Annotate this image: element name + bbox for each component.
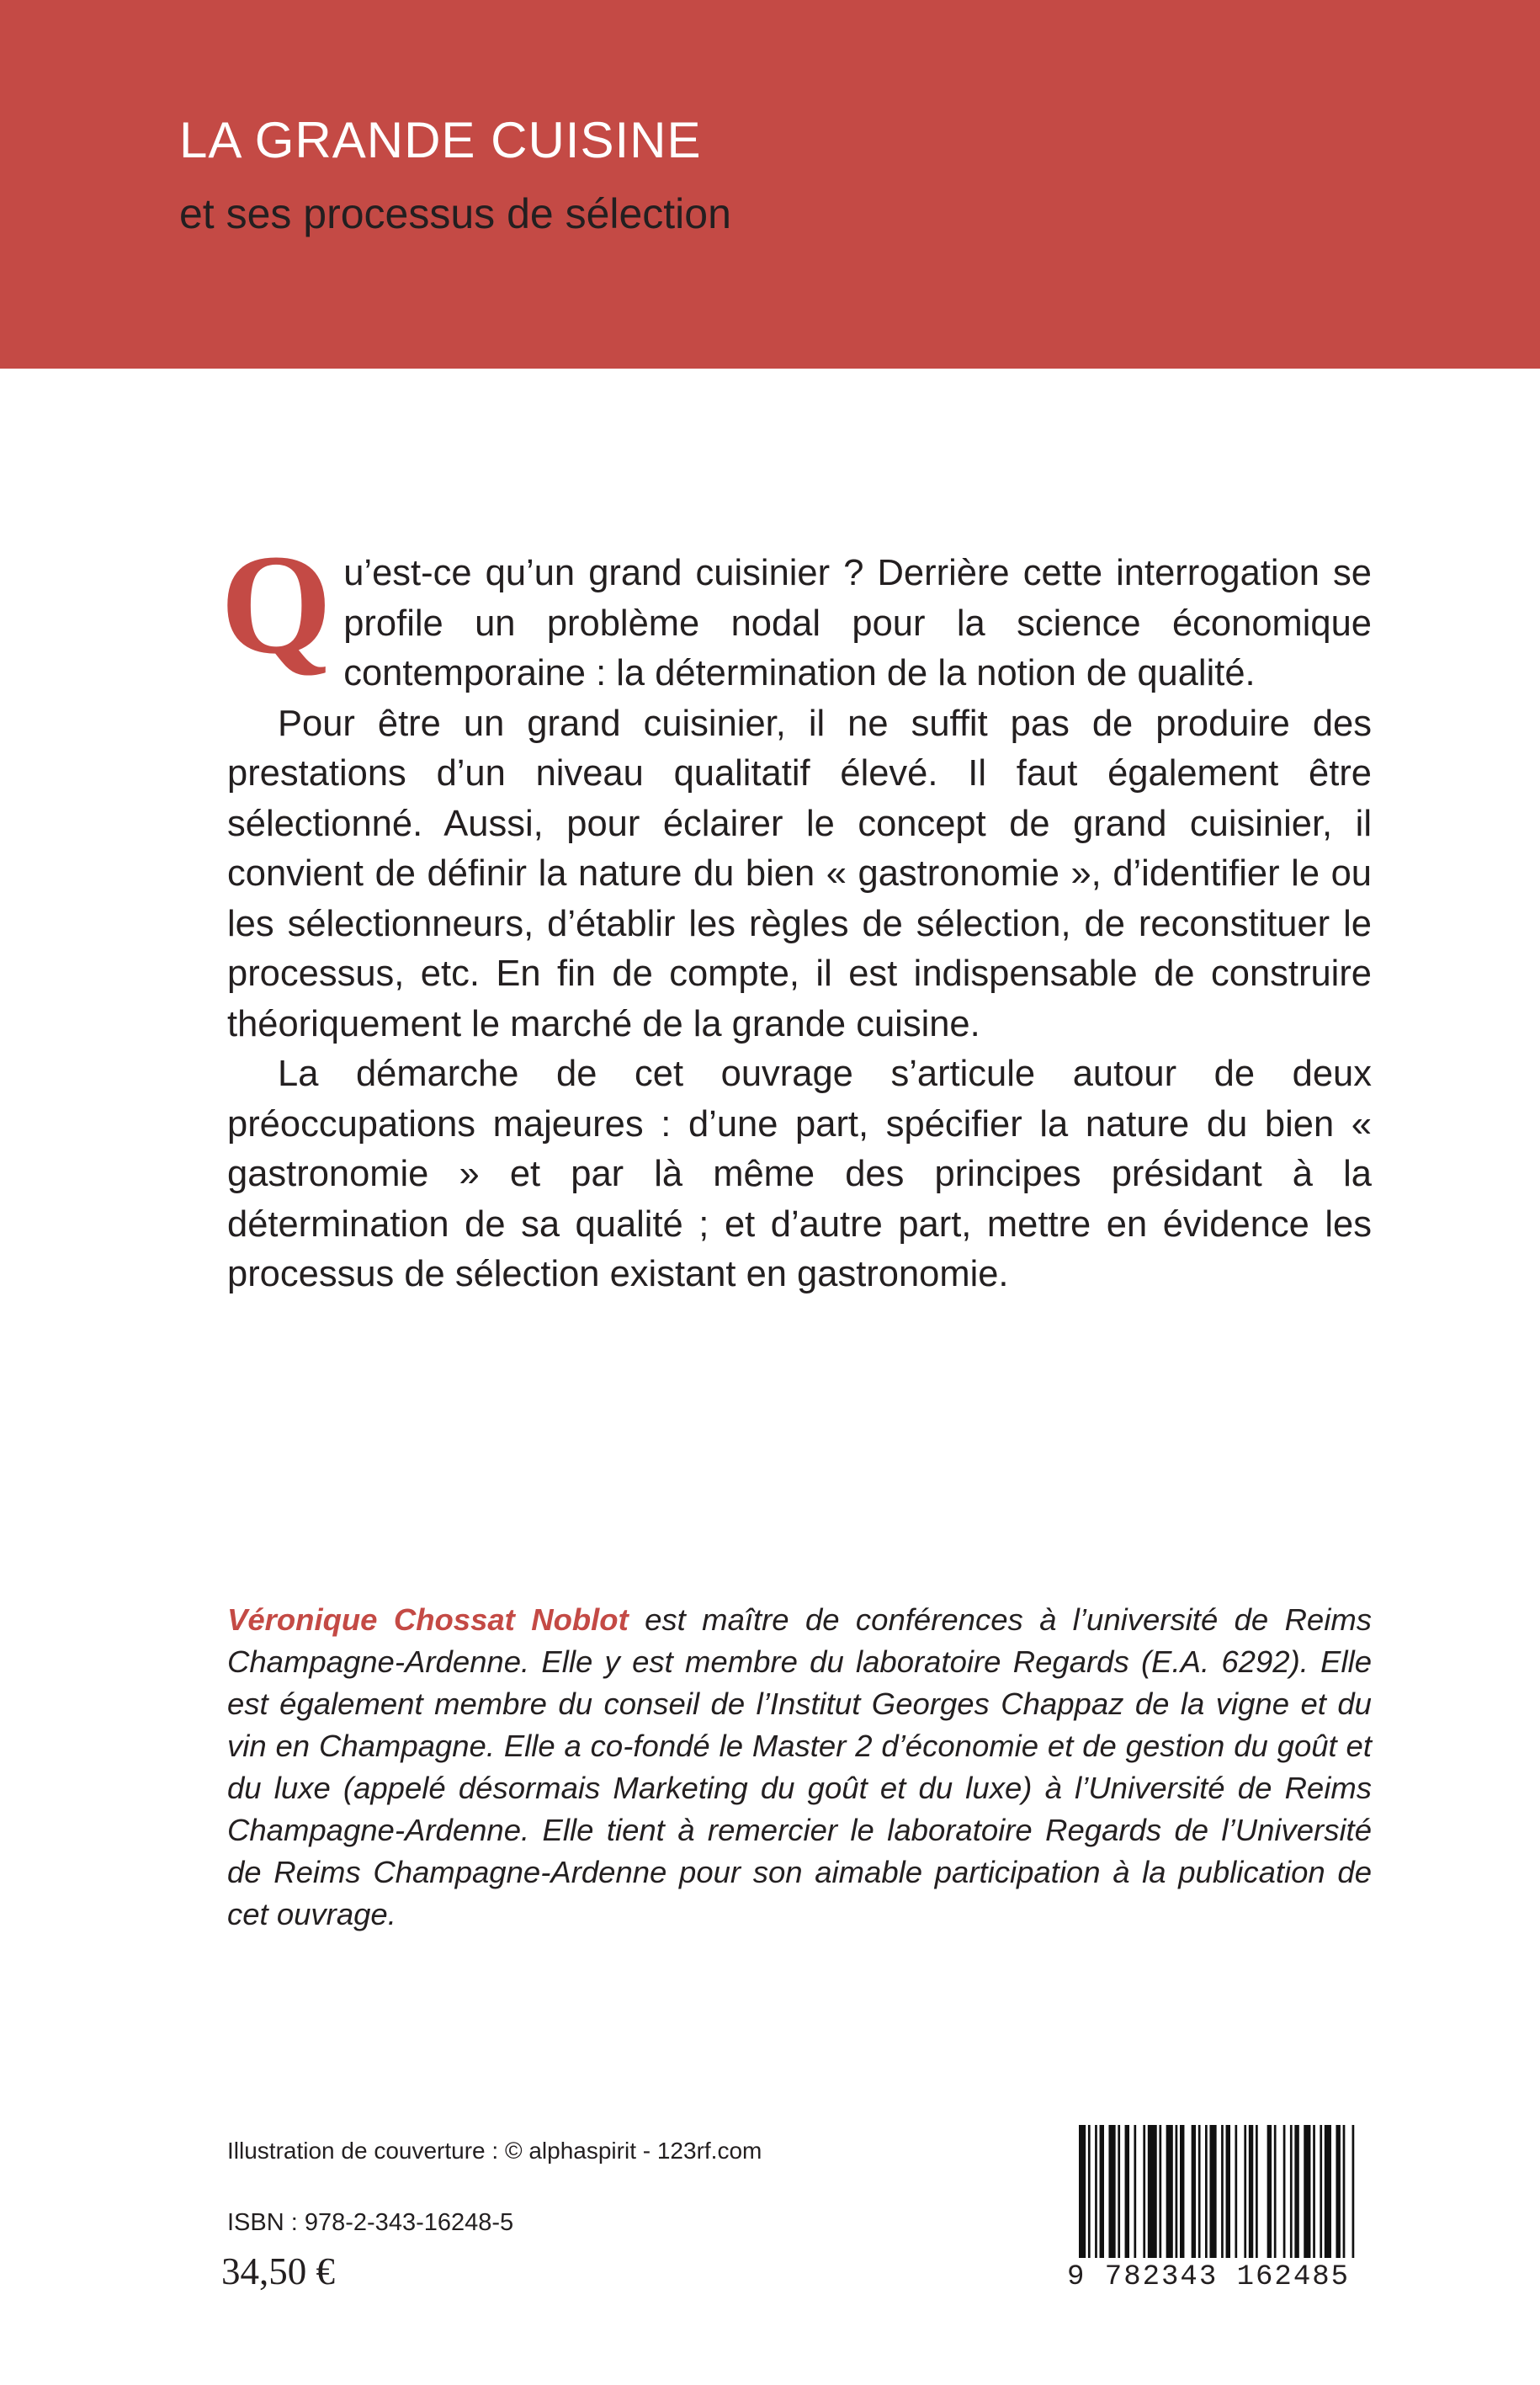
barcode — [1067, 2125, 1370, 2293]
barcode-bar — [1118, 2125, 1120, 2258]
barcode-bar — [1143, 2125, 1145, 2258]
author-bio — [227, 1599, 1372, 1936]
barcode-bar — [1134, 2125, 1136, 2258]
barcode-digits: 9 782343 162485 — [1067, 2261, 1351, 2293]
barcode-bar — [1294, 2125, 1298, 2258]
price: 34,50 € — [221, 2250, 335, 2292]
barcode-bar — [1283, 2125, 1286, 2258]
barcode-bar — [1198, 2125, 1201, 2258]
barcode-bar — [1325, 2125, 1331, 2258]
barcode-icon — [1079, 2125, 1357, 2258]
barcode-bar — [1079, 2125, 1086, 2258]
barcode-bar — [1209, 2125, 1216, 2258]
blurb-paragraph-3: La démarche de cet ouvrage s’articule autour de deux préoccupations majeures : d’une part, spécifier la nature du bien « gastronomie » et par là même des principes présidant à la détermination de sa qualité ; et d’autre part, mettre en évidence les processus de sélection existant en gastronomie. — [227, 1054, 1372, 1294]
barcode-bar — [1343, 2125, 1346, 2258]
barcode-bar — [1290, 2125, 1293, 2258]
barcode-bar — [1192, 2125, 1196, 2258]
barcode-bar — [1088, 2125, 1091, 2258]
barcode-bar — [1336, 2125, 1340, 2258]
blurb-paragraph-1-text: u’est-ce qu’un grand cuisinier ? Derrière cette interrogation se profile un problème nodal pour la science économique contemporaine : la détermination de la notion de qualité. — [343, 553, 1372, 693]
author-bio-text: est maître de conférences à l’université de Reims Champagne-Ardenne. Elle y est membre du laboratoire Regards (E.A. 6292). Elle est également membre du conseil de l’Institut Georges Chappaz de la vigne et du vin en Champagne. Elle a co-fondé le Master 2 d’économie et de gestion du goût et du luxe (appelé désormais Marketing du goût et du luxe) à l’Université de Reims Champagne-Ardenne. Elle tient à remercier le laboratoire Regards de l’Université de Reims Champagne-Ardenne pour son aimable participation à la publication de cet ouvrage. — [227, 1602, 1372, 1931]
barcode-bar — [1244, 2125, 1246, 2258]
barcode-bar — [1313, 2125, 1315, 2258]
barcode-bar — [1125, 2125, 1129, 2258]
barcode-bar — [1267, 2125, 1272, 2258]
barcode-bar — [1108, 2125, 1115, 2258]
drop-cap: Q — [220, 525, 332, 683]
barcode-bar — [1159, 2125, 1161, 2258]
barcode-bar — [1249, 2125, 1253, 2258]
barcode-bar — [1176, 2125, 1178, 2258]
barcode-bar — [1205, 2125, 1208, 2258]
barcode-bar — [1352, 2125, 1355, 2258]
barcode-bar — [1166, 2125, 1173, 2258]
isbn: ISBN : 978-2-343-16248-5 — [227, 2209, 514, 2236]
barcode-bar — [1235, 2125, 1237, 2258]
barcode-bar — [1221, 2125, 1224, 2258]
barcode-bar — [1095, 2125, 1097, 2258]
blurb-paragraph-2: Pour être un grand cuisinier, il ne suffit pas de produire des prestations d’un niveau qualitatif élevé. Il faut également être sélectionné. Aussi, pour éclairer le concept de grand cuisinier, il convient de définir la nature du bien « gastronomie », d’identifier le ou les sélectionneurs, d’établir les règles de sélection, de reconstituer le processus, etc. En fin de compte, il est indispensable de construire théoriquement le marché de la grande cuisine. — [227, 703, 1372, 1044]
header-band — [0, 0, 1540, 369]
barcode-bar — [1180, 2125, 1184, 2258]
blurb-paragraph-1 — [220, 525, 1372, 699]
barcode-bar — [1226, 2125, 1230, 2258]
barcode-bar — [1100, 2125, 1104, 2258]
author-name: Véronique Chossat Noblot — [227, 1602, 629, 1637]
book-title: LA GRANDE CUISINE — [179, 112, 702, 168]
barcode-bar — [1148, 2125, 1157, 2258]
barcode-bar — [1274, 2125, 1277, 2258]
barcode-bar — [1320, 2125, 1322, 2258]
barcode-bar — [1256, 2125, 1258, 2258]
barcode-bar — [1304, 2125, 1310, 2258]
back-cover-blurb — [220, 525, 1372, 1300]
book-subtitle: et ses processus de sélection — [179, 190, 731, 237]
cover-credit: Illustration de couverture : © alphaspirit - 123rf.com — [227, 2138, 762, 2164]
